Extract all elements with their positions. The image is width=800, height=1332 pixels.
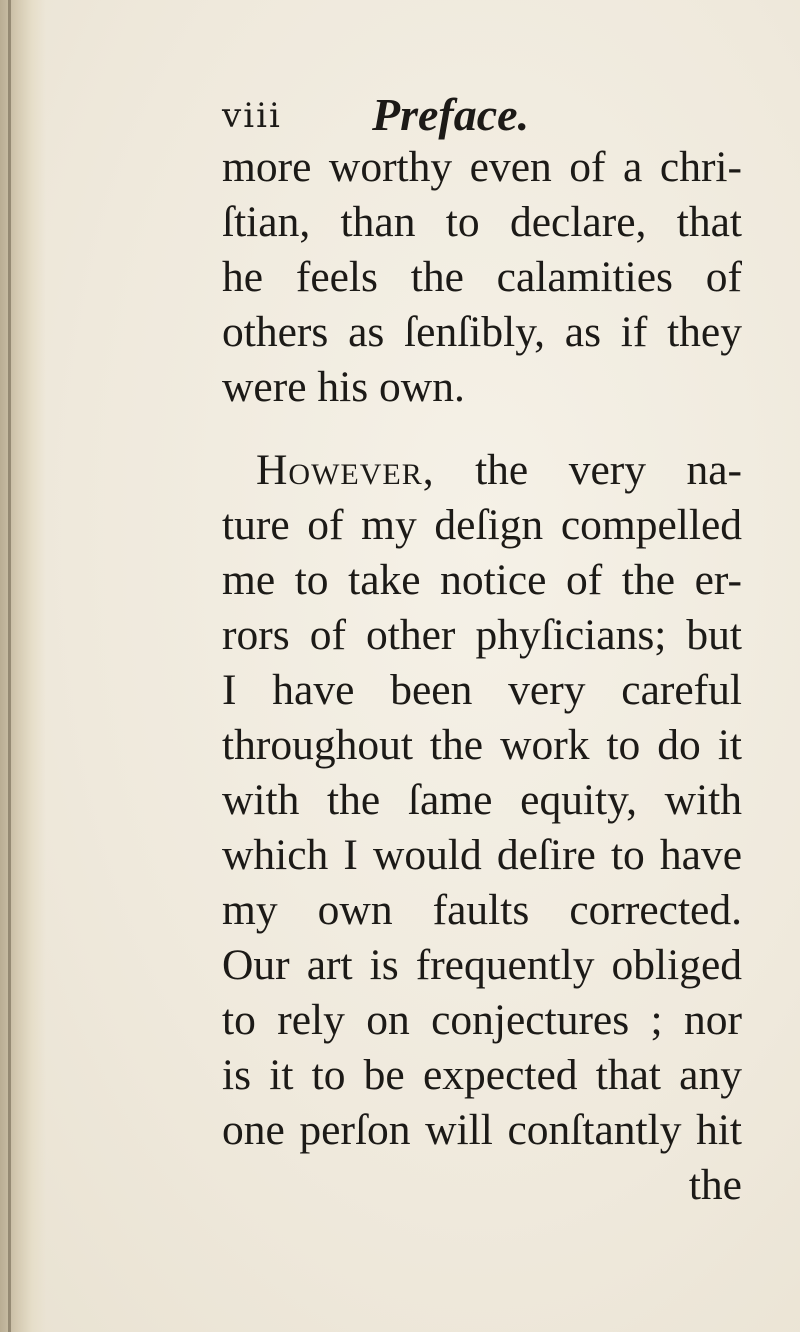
text-line: he feels the calamities of xyxy=(222,253,742,301)
text-line: is it to be expected that any xyxy=(222,1051,742,1099)
catchword: the xyxy=(688,1161,742,1209)
text-line: were his own. xyxy=(222,363,465,411)
text-line: one perſon will conſtantly hit xyxy=(222,1106,742,1154)
paragraph-opening-line xyxy=(222,443,742,498)
opening-line-rest: the very na- xyxy=(434,446,742,494)
text-line: Our art is frequently obliged xyxy=(222,941,742,989)
running-head: Preface. xyxy=(372,89,530,140)
page-gutter-edge xyxy=(8,0,11,1332)
text-line: I have been very careful xyxy=(222,666,742,714)
text-line: which I would deſire to have xyxy=(222,831,742,879)
page-number: viii xyxy=(222,96,282,136)
body-text xyxy=(222,140,742,1213)
text-line: more worthy even of a chri- xyxy=(222,143,742,191)
text-line: with the ſame equity, with xyxy=(222,776,742,824)
text-line: others as ſenſibly, as if they xyxy=(222,308,742,356)
small-caps-opening-word: However, xyxy=(256,446,435,494)
text-line: my own faults corrected. xyxy=(222,886,742,934)
text-line: to rely on conjectures ; nor xyxy=(222,996,742,1044)
text-line: rors of other phyſicians; but xyxy=(222,611,742,659)
paragraph-break xyxy=(222,415,742,443)
text-line: ſtian, than to declare, that xyxy=(222,198,742,246)
text-line: throughout the work to do it xyxy=(222,721,742,769)
page-header xyxy=(222,88,742,138)
text-line: me to take notice of the er- xyxy=(222,556,742,604)
page-binding-shadow xyxy=(0,0,46,1332)
text-line: ture of my deſign compelled xyxy=(222,501,742,549)
